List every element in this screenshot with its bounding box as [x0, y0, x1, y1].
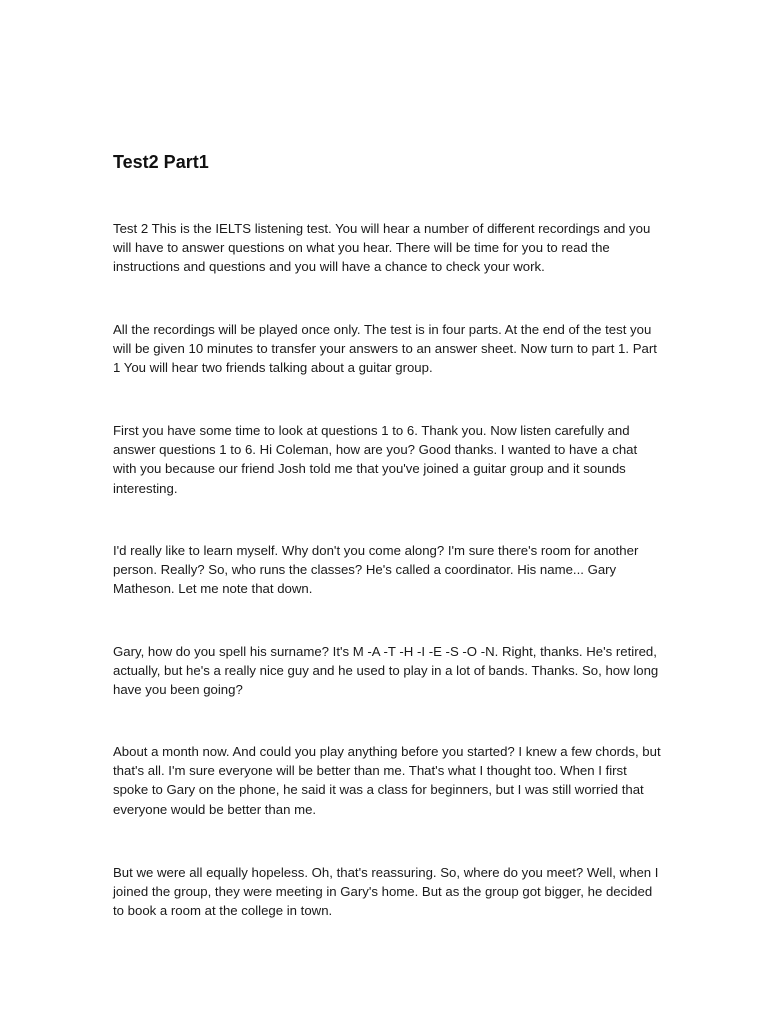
- paragraph-7: But we were all equally hopeless. Oh, that's reassuring. So, where do you meet? Well, when I joined the group, they were meeting in Gary's home. But as the group got bigger, he decided to book a room at the college in town.: [113, 865, 659, 919]
- paragraph-2: All the recordings will be played once only. The test is in four parts. At the end of the test you will be given 10 minutes to transfer your answers to an answer sheet. Now turn to part 1. Part 1 You will hear two friends talking about a guitar group.: [113, 322, 657, 376]
- paragraph-4: I'd really like to learn myself. Why don't you come along? I'm sure there's room for another person. Really? So, who runs the classes? He's called a coordinator. His name... Gary Matheson. Let me note that down.: [113, 543, 639, 597]
- paragraph-1: Test 2 This is the IELTS listening test. You will hear a number of different recordings and you will have to answer questions on what you hear. There will be time for you to read the instructions and questions and you will have a chance to check your work.: [113, 221, 651, 275]
- paragraph-5: Gary, how do you spell his surname? It's M -A -T -H -I -E -S -O -N. Right, thanks. He's retired, actually, but he's a really nice guy and he used to play in a lot of bands. Thanks. So, how long have you been going?: [113, 644, 659, 698]
- page-title: Test2 Part1: [113, 152, 209, 172]
- paragraph-3: First you have some time to look at questions 1 to 6. Thank you. Now listen carefully and answer questions 1 to 6. Hi Coleman, how are you? Good thanks. I wanted to have a chat with you because our friend Josh told me that you've joined a guitar group and it sounds interesting.: [113, 423, 638, 496]
- paragraph-6: About a month now. And could you play anything before you started? I knew a few chords, but that's all. I'm sure everyone will be better than me. That's what I thought too. When I first spoke to Gary on the phone, he said it was a class for beginners, but I was still worried that everyone would be better than me.: [113, 744, 661, 817]
